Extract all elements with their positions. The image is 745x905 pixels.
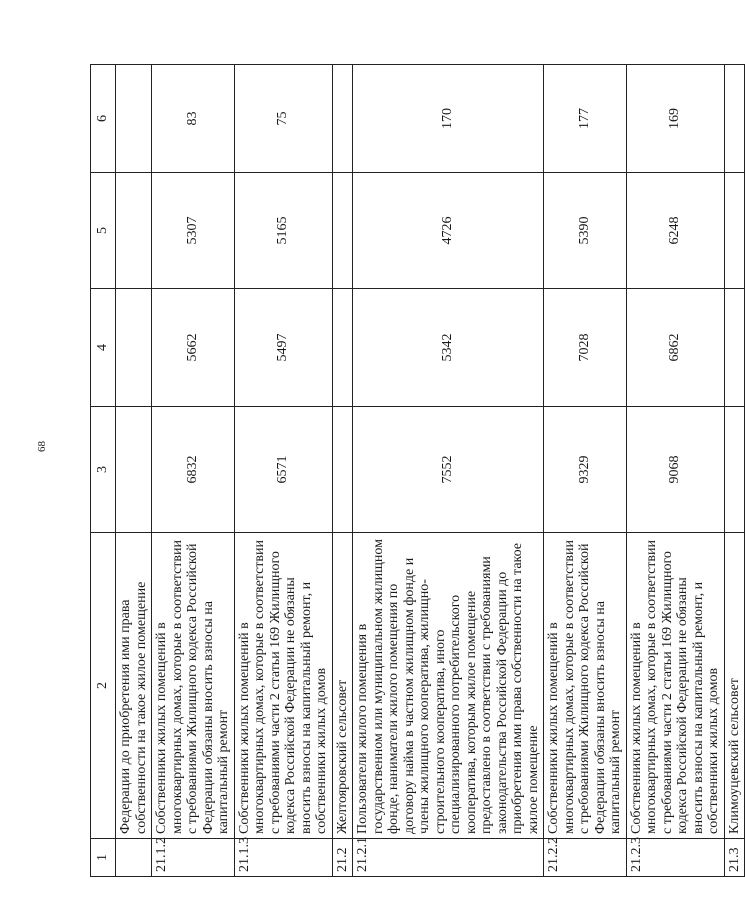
header-cell: 5 — [91, 173, 116, 289]
cell-col4: 5342 — [353, 289, 544, 407]
header-cell: 4 — [91, 289, 116, 407]
header-cell: 6 — [91, 65, 116, 173]
cell-col4 — [724, 289, 745, 407]
cell-col6: 83 — [152, 65, 235, 173]
row-code: 21.2.1 — [353, 839, 544, 877]
row-description: Пользователи жилого помещения в государственном или муниципальном жилищном фонде, наниматели жилого помещения по договору найма в частном жилищном фонде и члены жилищного кооператива, жилищно-строительного кооператива, иного специализированного потребительского кооператива, которым жилое помещение предоставлено в соответствии с требованиями законодательства Российской Федерации до приобретения ими права собственности на такое жилое помещение — [353, 533, 544, 839]
cell-col3: 6832 — [152, 407, 235, 533]
table-header-row — [91, 65, 116, 877]
cell-col6: 177 — [544, 65, 627, 173]
row-description: Собственники жилых помещений в многоквартирных домах, которые в соответствии с требованиями части 2 статьи 169 Жилищного кодекса Российской Федерации не обязаны вносить взносы на капитальный ремонт, и собственники жилых домов — [626, 533, 724, 839]
cell-col4: 7028 — [544, 289, 627, 407]
row-description: Собственники жилых помещений в многоквартирных домах, которые в соответствии с требованиями Жилищного кодекса Российской Федерации обязаны вносить взносы на капитальный ремонт — [544, 533, 627, 839]
cell-col4: 6862 — [626, 289, 724, 407]
cell-col4: 5662 — [152, 289, 235, 407]
table-row-section — [724, 65, 745, 877]
cell-col4 — [332, 289, 353, 407]
cell-col6: 169 — [626, 65, 724, 173]
table-row — [234, 65, 332, 877]
cell-col5 — [724, 173, 745, 289]
table-row — [116, 65, 152, 877]
page-number: 68 — [36, 441, 48, 452]
table-row — [353, 65, 544, 877]
cell-col3 — [116, 407, 152, 533]
section-title: Климоуцевский сельсовет — [724, 533, 745, 839]
cell-col6 — [116, 65, 152, 173]
row-description: Собственники жилых помещений в многоквартирных домах, которые в соответствии с требованиями Жилищного кодекса Российской Федерации обязаны вносить взносы на капитальный ремонт — [152, 533, 235, 839]
row-description: Собственники жилых помещений в многоквартирных домах, которые в соответствии с требованиями части 2 статьи 169 Жилищного кодекса Российской Федерации не обязаны вносить взносы на капитальный ремонт, и собственники жилых домов — [234, 533, 332, 839]
row-code — [116, 839, 152, 877]
cell-col5: 4726 — [353, 173, 544, 289]
table-row — [152, 65, 235, 877]
cell-col3: 9329 — [544, 407, 627, 533]
cell-col6: 75 — [234, 65, 332, 173]
row-code: 21.2.2 — [544, 839, 627, 877]
row-code: 21.2.3 — [626, 839, 724, 877]
cell-col6 — [332, 65, 353, 173]
section-title: Желтояровский сельсовет — [332, 533, 353, 839]
header-cell: 3 — [91, 407, 116, 533]
cell-col3: 9068 — [626, 407, 724, 533]
tariff-table — [90, 64, 745, 877]
header-cell: 2 — [91, 533, 116, 839]
row-code: 21.2 — [332, 839, 353, 877]
cell-col3 — [332, 407, 353, 533]
row-description: Федерации до приобретения ими права собственности на такое жилое помещение — [116, 533, 152, 839]
cell-col5: 5307 — [152, 173, 235, 289]
cell-col4 — [116, 289, 152, 407]
rotated-table-container — [90, 65, 742, 877]
table-row-section — [332, 65, 353, 877]
cell-col5: 5165 — [234, 173, 332, 289]
header-cell: 1 — [91, 839, 116, 877]
cell-col3: 7552 — [353, 407, 544, 533]
cell-col6: 170 — [353, 65, 544, 173]
cell-col3 — [724, 407, 745, 533]
table-row — [626, 65, 724, 877]
row-code: 21.1.2 — [152, 839, 235, 877]
cell-col5: 6248 — [626, 173, 724, 289]
cell-col6 — [724, 65, 745, 173]
cell-col3: 6571 — [234, 407, 332, 533]
cell-col5: 5390 — [544, 173, 627, 289]
row-code: 21.1.3 — [234, 839, 332, 877]
cell-col5 — [332, 173, 353, 289]
row-code: 21.3 — [724, 839, 745, 877]
cell-col5 — [116, 173, 152, 289]
cell-col4: 5497 — [234, 289, 332, 407]
table-row — [544, 65, 627, 877]
